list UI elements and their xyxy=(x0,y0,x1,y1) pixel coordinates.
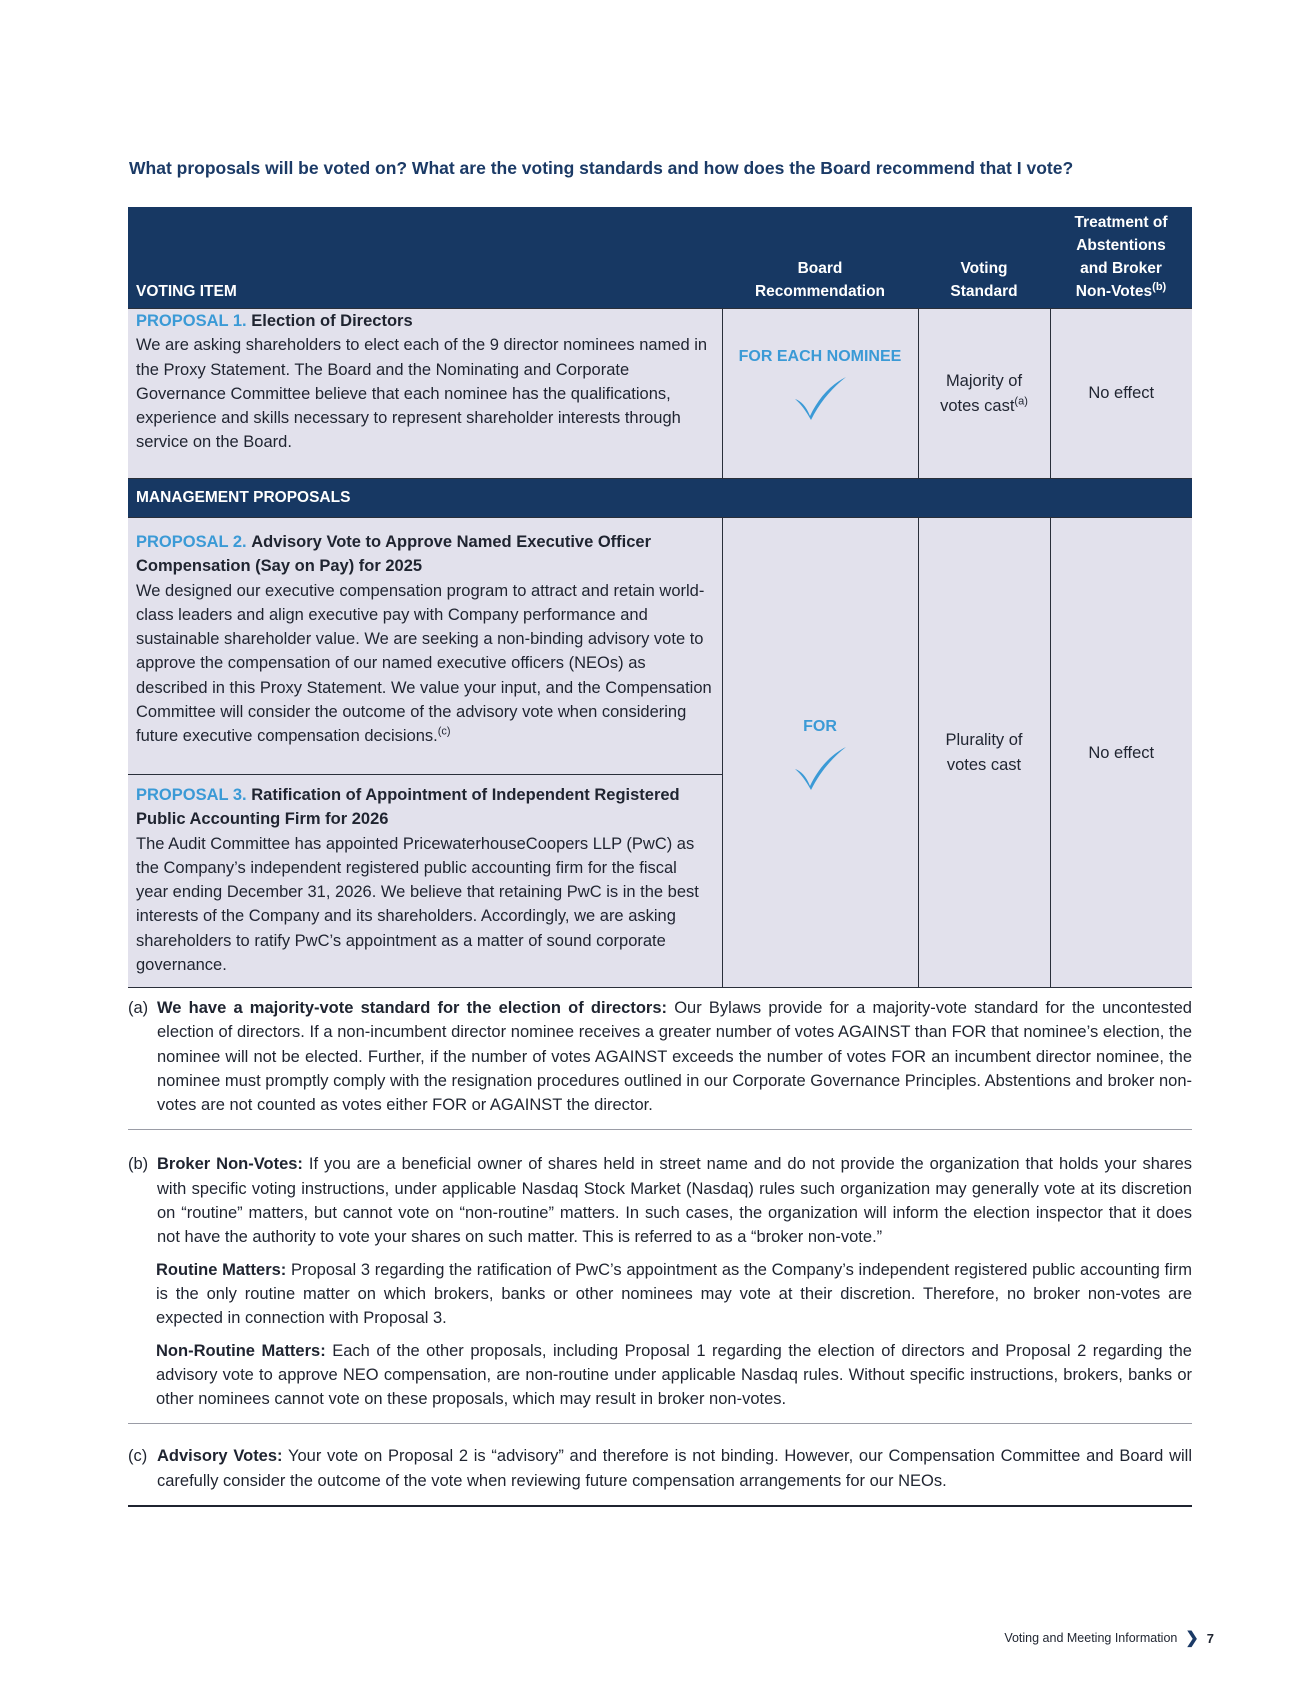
band-label: MANAGEMENT PROPOSALS xyxy=(128,479,1192,518)
proposal-2-number: PROPOSAL 2. xyxy=(136,533,247,551)
header-treat-line: and Broker xyxy=(1080,260,1162,277)
footnote-letter: (b) xyxy=(128,1155,149,1174)
routine-matters-text: Proposal 3 regarding the ratification of PwC’s appointment as the Company’s independent registered public accounting firm is the only routine matter on which brokers, banks or other nominees may vote at their discretion. Therefore, no broker non-votes are expected in connection with Proposal 3. xyxy=(156,1260,1192,1328)
recommendation-label: FOR xyxy=(803,717,837,735)
footnotes xyxy=(128,996,1192,1507)
footnote-c xyxy=(128,1424,1192,1505)
header-voting-standard xyxy=(918,207,1050,309)
management-treatment: No effect xyxy=(1050,518,1192,988)
recommendation-label: FOR EACH NOMINEE xyxy=(738,348,902,365)
routine-matters-lead: Routine Matters: xyxy=(156,1260,287,1279)
checkmark-icon xyxy=(792,375,848,421)
header-rec-line: Recommendation xyxy=(754,283,886,300)
footnote-ref: (b) xyxy=(1152,280,1167,293)
proposal-2-body: We designed our executive compensation program to attract and retain world-class leaders and align executive pay with Company performance and sustainable shareholder value. We are seeking a non-binding advisory vote to approve the compensation of our named executive officers (NEOs) as described in this Proxy Statement. We value your input, and the Compensation Committee will consider the outcome of the advisory vote when considering future executive compensation decisions. xyxy=(136,581,712,746)
proposal-3-cell xyxy=(128,775,722,988)
non-routine-matters-text: Each of the other proposals, including Proposal 1 regarding the election of directors and Proposal 2 regarding the advisory vote to approve NEO compensation, are non-routine under applicable Nasdaq rules. Without specific instructions, brokers, banks or other nominees cannot vote on these proposals, which may result in broker non-votes. xyxy=(156,1341,1192,1409)
header-treat-line: Abstentions xyxy=(1076,237,1166,254)
proposal-2-title: Advisory Vote to Approve Named Executive Officer Compensation (Say on Pay) for 2025 xyxy=(136,533,652,576)
header-std-line: Standard xyxy=(950,283,1018,300)
footnote-ref: (a) xyxy=(1014,395,1028,407)
management-standard xyxy=(918,518,1050,988)
non-routine-matters xyxy=(128,1339,1192,1424)
footnote-c-lead: Advisory Votes: xyxy=(157,1447,283,1466)
proposal-1-recommendation xyxy=(722,309,918,479)
voting-table xyxy=(128,207,1192,988)
proposal-1-standard xyxy=(918,309,1050,479)
standard-line: votes cast xyxy=(946,755,1022,774)
footnote-letter: (a) xyxy=(128,999,149,1017)
divider xyxy=(128,1505,1192,1507)
routine-matters xyxy=(128,1258,1192,1331)
chevron-right-icon: ❯ xyxy=(1185,1630,1199,1647)
page-heading: What proposals will be voted on? What are the voting standards and how does the Board recommend that I vote? xyxy=(129,158,1074,178)
page-footer xyxy=(1004,1628,1214,1648)
proposal-3-title: Ratification of Appointment of Independent Registered Public Accounting Firm for 2026 xyxy=(136,786,680,829)
management-proposals-band xyxy=(128,479,1192,518)
footnote-b xyxy=(128,1130,1192,1249)
proposal-1-body: We are asking shareholders to elect each of the 9 director nominees named in the Proxy Statement. The Board and the Nominating and Corporate Governance Committee believe that each nominee has the qualifications, experience and skills necessary to represent shareholder interests through service on the Board. xyxy=(136,336,708,452)
footnote-letter: (c) xyxy=(128,1447,148,1466)
header-voting-item: VOTING ITEM xyxy=(128,207,722,309)
footnote-b-lead: Broker Non-Votes: xyxy=(157,1155,303,1174)
proposal-3-number: PROPOSAL 3. xyxy=(136,786,247,804)
proposal-3-body: The Audit Committee has appointed PricewaterhouseCoopers LLP (PwC) as the Company’s independent registered public accounting firm for the fiscal year ending December 31, 2026. We believe that retaining PwC is in the best interests of the Company and its shareholders. Accordingly, we are asking shareholders to ratify PwC’s appointment as a matter of sound corporate governance. xyxy=(136,834,699,975)
proposal-1-cell xyxy=(128,309,722,479)
header-treat-line: Non-Votes xyxy=(1075,283,1153,300)
header-std-line: Voting xyxy=(960,260,1008,277)
management-recommendation xyxy=(722,518,918,988)
footnote-a xyxy=(128,996,1192,1129)
header-board-recommendation xyxy=(722,207,918,309)
footnote-a-text: Our Bylaws provide for a majority-vote standard for the uncontested election of directors. If a non-incumbent director nominee receives a greater number of votes AGAINST than FOR that nominee’s election, the nominee will not be elected. Further, if the number of votes AGAINST exceeds the number of votes FOR an incumbent director nominee, the nominee must promptly comply with the resignation procedures outlined in our Corporate Governance Principles. Abstentions and broker non-votes are not counted as votes either FOR or AGAINST the director. xyxy=(157,999,1192,1115)
non-routine-matters-lead: Non-Routine Matters: xyxy=(156,1341,326,1360)
footnote-a-lead: We have a majority-vote standard for the election of directors: xyxy=(157,999,668,1017)
checkmark-icon xyxy=(792,745,848,791)
footnote-ref: (c) xyxy=(437,725,451,738)
header-treatment xyxy=(1050,207,1192,309)
proposal-1-title: Election of Directors xyxy=(251,312,413,330)
footnote-c-text: Your vote on Proposal 2 is “advisory” and therefore is not binding. However, our Compensation Committee and Board will carefully consider the outcome of the vote when reviewing future compensation arrangements for our NEOs. xyxy=(157,1447,1192,1490)
table-header-row xyxy=(128,207,1192,309)
standard-line: Plurality of xyxy=(945,731,1023,750)
standard-line: Majority of xyxy=(945,372,1023,391)
proposal-1-treatment: No effect xyxy=(1050,309,1192,479)
table-row-proposal-1 xyxy=(128,309,1192,479)
standard-line: votes cast xyxy=(940,396,1015,415)
footer-section-link[interactable]: Voting and Meeting Information xyxy=(1004,1631,1178,1645)
header-treat-line: Treatment of xyxy=(1074,214,1168,231)
header-rec-line: Board xyxy=(797,260,843,277)
footnote-b-text: If you are a beneficial owner of shares held in street name and do not provide the organization that holds your shares with specific voting instructions, under applicable Nasdaq Stock Market (Nasdaq) rules such organization may generally vote at its discretion on “routine” matters, but cannot vote on “non-routine” matters. In such cases, the organization will inform the election inspector that it does not have the authority to vote your shares on such matter. This is referred to as a “broker non-vote.” xyxy=(157,1155,1192,1247)
table-row-proposal-2 xyxy=(128,518,1192,775)
proposal-1-number: PROPOSAL 1. xyxy=(136,312,247,330)
proposal-2-cell xyxy=(128,518,722,775)
page-number: 7 xyxy=(1206,1630,1214,1646)
